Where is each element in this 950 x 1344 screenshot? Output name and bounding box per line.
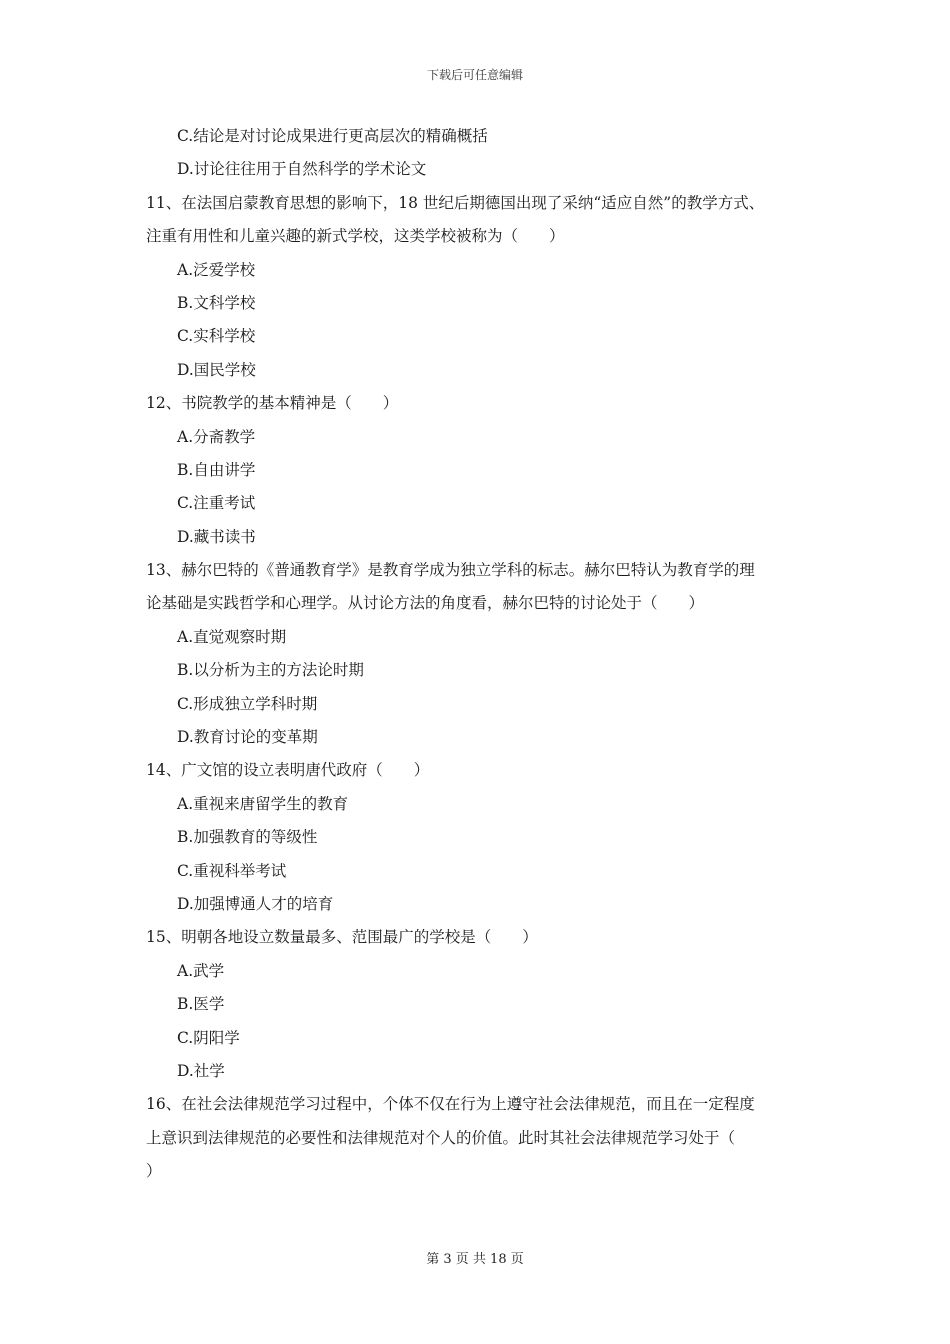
option-line: D.藏书读书 [177,527,256,546]
option-line: B.医学 [177,995,225,1014]
question-stem-line: 上意识到法律规范的必要性和法律规范对个人的价值。此时其社会法律规范学习处于（ [146,1128,736,1147]
option-line: D.讨论往往用于自然科学的学术论文 [177,160,427,179]
question-stem-line: 15、明朝各地设立数量最多、范围最广的学校是（ ） [146,928,538,947]
option-line: B.加强教育的等级性 [177,828,318,847]
option-line: C.重视科举考试 [177,861,287,880]
question-stem-line: 12、书院教学的基本精神是（ ） [146,394,399,413]
option-line: D.教育讨论的变革期 [177,728,318,747]
option-line: C.结论是对讨论成果进行更高层次的精确概括 [177,127,488,145]
option-line: C.形成独立学科时期 [177,694,318,713]
question-stem-line: 16、在社会法律规范学习过程中，个体不仅在行为上遵守社会法律规范，而且在一定程度 [146,1095,755,1114]
option-line: D.加强博通人才的培育 [177,894,334,913]
option-line: C.实科学校 [177,327,256,346]
question-stem-line: ） [146,1162,162,1181]
option-line: A.重视来唐留学生的教育 [177,794,349,813]
option-line: A.武学 [177,961,225,980]
question-stem-line: 13、赫尔巴特的《普通教育学》是教育学成为独立学科的标志。赫尔巴特认为教育学的理 [146,561,755,580]
question-stem-line: 14、广文馆的设立表明唐代政府（ ） [146,761,430,780]
option-line: B.自由讲学 [177,460,256,479]
option-line: A.泛爱学校 [177,260,256,279]
option-line: D.社学 [177,1061,225,1080]
option-line: D.国民学校 [177,360,256,379]
document-body [146,120,811,1189]
option-line: B.以分析为主的方法论时期 [177,661,364,680]
question-stem-line: 注重有用性和儿童兴趣的新式学校，这类学校被称为（ ） [146,227,565,246]
option-line: C.注重考试 [177,494,256,513]
question-stem-line: 论基础是实践哲学和心理学。从讨论方法的角度看，赫尔巴特的讨论处于（ ） [146,594,705,613]
question-stem-line: 11、在法国启蒙教育思想的影响下，18 世纪后期德国出现了采纳“适应自然”的教学方式、 [146,193,765,212]
option-line: B.文科学校 [177,293,256,312]
option-line: C.阴阳学 [177,1028,240,1047]
option-line: A.分斋教学 [177,427,256,446]
page-header: 下载后可任意编辑 [426,68,523,82]
page-footer: 第 3 页 共 18 页 [426,1252,524,1267]
option-line: A.直觉观察时期 [177,627,287,646]
